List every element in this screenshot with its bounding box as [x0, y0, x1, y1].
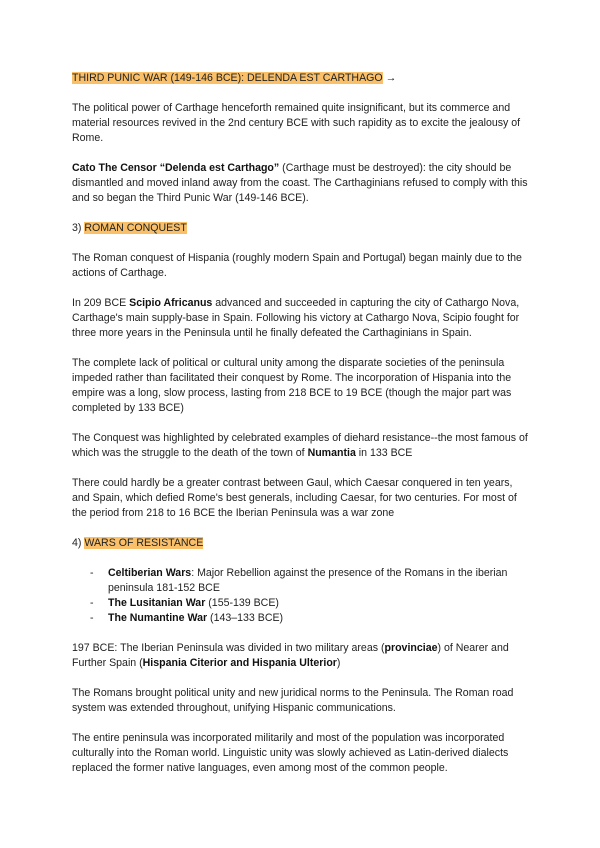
paragraph-romanization: The entire peninsula was incorporated militarily and most of the population was incorporated culturally into the Roman world. Linguistic unity was slowly achieved as Latin-derived dialects replaced the former native languages, even among most of the common people.	[72, 732, 509, 774]
paragraph-lack-of-unity: The complete lack of political or cultural unity among the disparate societies of the peninsula impeded rather than facilitated their conquest by Rome. The incorporation of Hispania into the empire was a long, slow process, lasting from 218 BCE to 19 BCE (though the major part was completed by 133 BCE)	[72, 357, 512, 414]
section-heading-third-punic-war	[72, 71, 528, 86]
bold-cato: Cato The Censor “Delenda est Carthago”	[72, 162, 280, 174]
paragraph-scipio: In 209 BCE Scipio Africanus advanced and succeeded in capturing the city of Cathargo Nova, Carthage's main supply-base in Spain. Following his victory at Cathargo Nova, Scipio fought for three more years in the Peninsula until he finally defeated the Carthaginians in Spain.	[72, 297, 520, 339]
list-item: - Celtiberian Wars: Major Rebellion against the presence of the Romans in the iberian peninsula 181-152 BCE	[90, 567, 508, 594]
wars-list	[72, 566, 528, 626]
paragraph-provinces: 197 BCE: The Iberian Peninsula was divided in two military areas (provinciae) of Nearer and Further Spain (Hispania Citerior and Hispania Ulterior)	[72, 642, 509, 669]
bold-scipio: Scipio Africanus	[129, 297, 213, 309]
paragraph-conquest-intro: The Roman conquest of Hispania (roughly modern Spain and Portugal) began mainly due to the actions of Carthage.	[72, 252, 522, 279]
paragraph-numantia: The Conquest was highlighted by celebrated examples of diehard resistance--the most famous of which was the struggle to the death of the town of Numantia in 133 BCE	[72, 432, 528, 459]
paragraph-carthage-revival: The political power of Carthage henceforth remained quite insignificant, but its commerce and material resources revived in the 2nd century BCE with such rapidity as to excite the jealousy of Rome.	[72, 102, 521, 144]
heading-highlight: WARS OF RESISTANCE	[84, 537, 204, 549]
paragraph-political-unity: The Romans brought political unity and new juridical norms to the Peninsula. The Roman road system was extended throughout, unifying Hispanic communications.	[72, 687, 514, 714]
bold-numantia: Numantia	[307, 447, 356, 459]
arrow-icon: →	[385, 72, 397, 84]
paragraph-gaul-contrast: There could hardly be a greater contrast between Gaul, which Caesar conquered in ten years, and Spain, which defied Rome's best generals, including Caesar, for two centuries. For most of the period from 218 to 16 BCE the Iberian Peninsula was a war zone	[72, 477, 517, 519]
list-item: - The Lusitanian War (155-139 BCE)	[90, 597, 279, 609]
section-heading-roman-conquest: 3) ROMAN CONQUEST	[72, 222, 187, 234]
section-heading-wars-of-resistance: 4) WARS OF RESISTANCE	[72, 537, 204, 549]
document-body	[72, 71, 528, 791]
list-item: - The Numantine War (143–133 BCE)	[90, 612, 284, 624]
paragraph-cato: Cato The Censor “Delenda est Carthago” (Carthage must be destroyed): the city should be dismantled and moved inland away from the coast. The Carthaginians refused to comply with this and so began the Third Punic War (149-146 BCE).	[72, 162, 528, 204]
heading-highlight: THIRD PUNIC WAR (149-146 BCE): DELENDA EST CARTHAGO	[72, 72, 383, 84]
heading-highlight: ROMAN CONQUEST	[84, 222, 187, 234]
